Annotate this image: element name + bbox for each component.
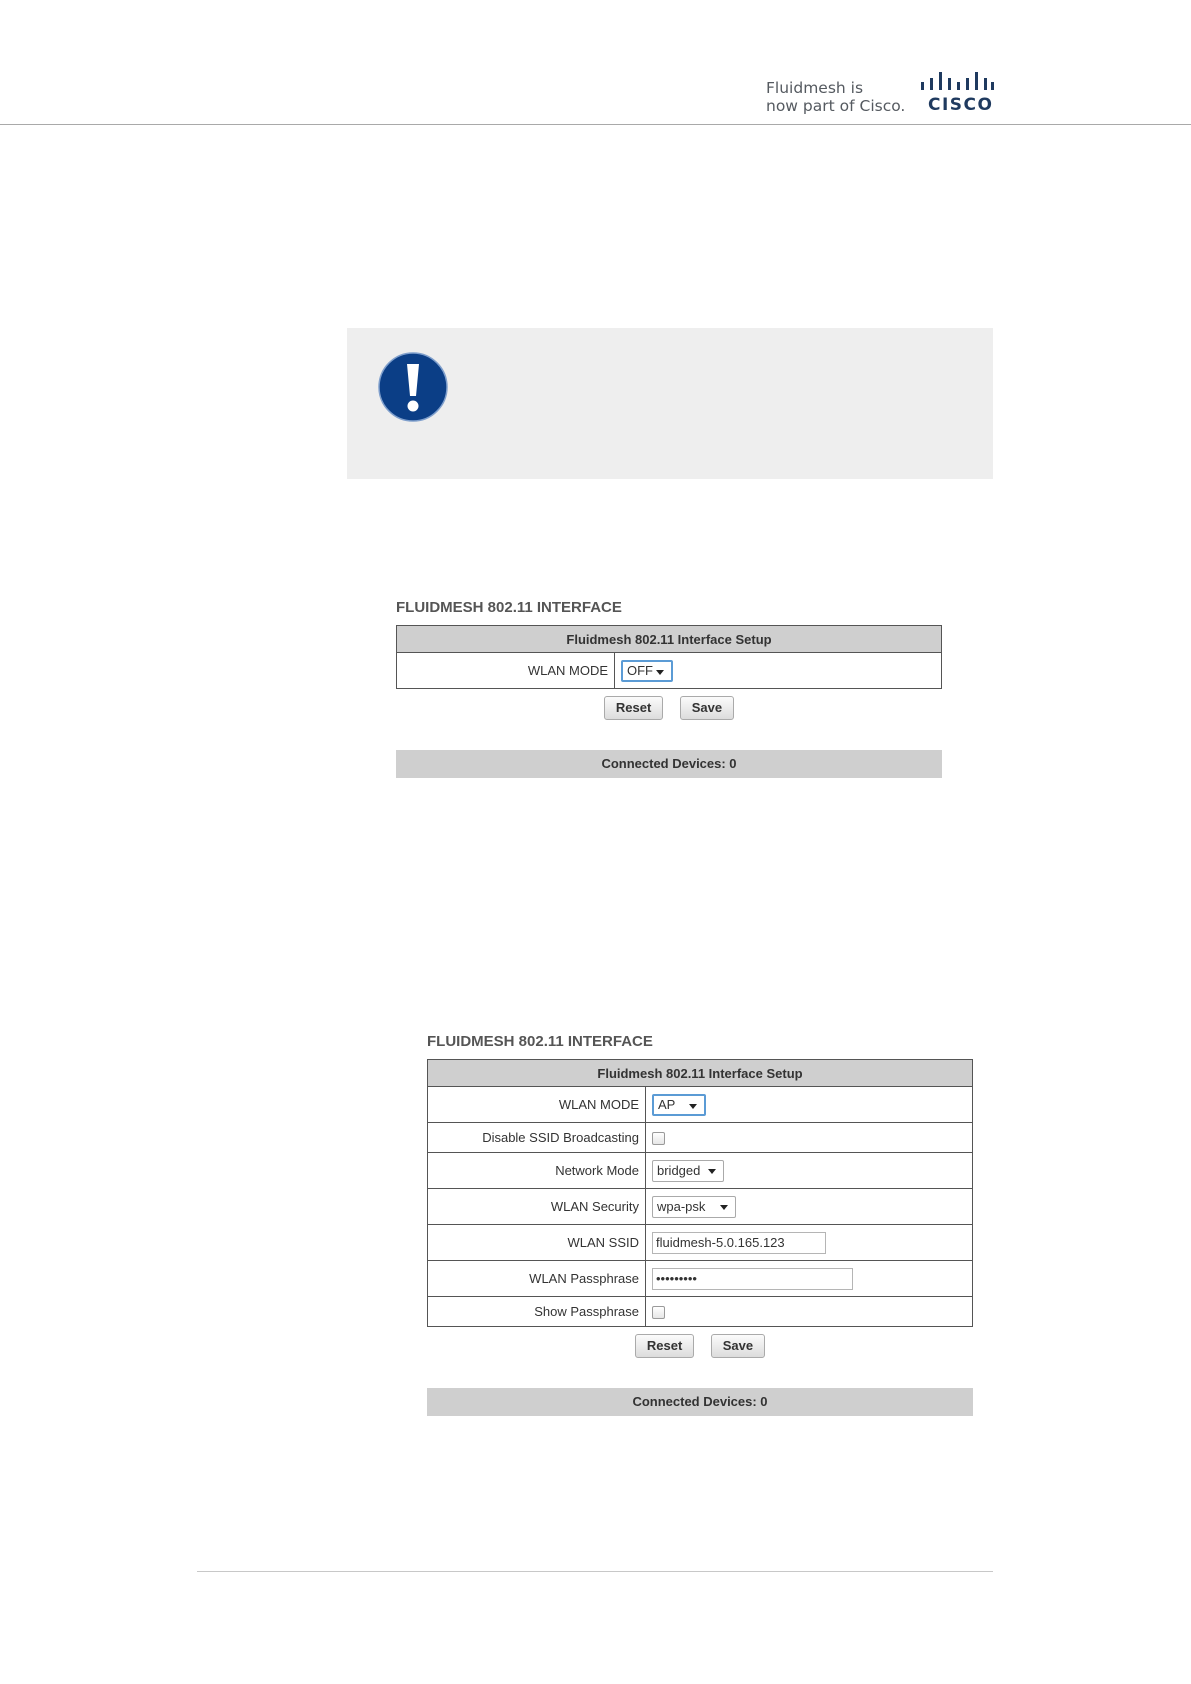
panel-title: FLUIDMESH 802.11 INTERFACE xyxy=(396,599,622,616)
wlan-security-label: WLAN Security xyxy=(428,1189,646,1225)
wlan-mode-label: WLAN MODE xyxy=(428,1087,646,1123)
network-mode-select[interactable] xyxy=(652,1160,724,1182)
chevron-down-icon xyxy=(720,1205,728,1210)
show-passphrase-label: Show Passphrase xyxy=(428,1297,646,1327)
wlan-passphrase-cell xyxy=(646,1261,973,1297)
wlan-ssid-input[interactable]: fluidmesh-5.0.165.123 xyxy=(652,1232,826,1254)
save-button[interactable]: Save xyxy=(711,1334,765,1358)
wlan-mode-select[interactable] xyxy=(652,1094,706,1116)
network-mode-cell xyxy=(646,1153,973,1189)
show-passphrase-checkbox[interactable] xyxy=(652,1306,665,1319)
wlan-mode-select[interactable] xyxy=(621,660,673,682)
exclamation-icon xyxy=(378,352,448,422)
disable-ssid-cell xyxy=(646,1123,973,1153)
chevron-down-icon xyxy=(708,1169,716,1174)
setup-table-header: Fluidmesh 802.11 Interface Setup xyxy=(428,1060,973,1087)
wlan-mode-value: OFF xyxy=(627,662,653,678)
interface-setup-table xyxy=(396,625,942,689)
header-tagline-line1: Fluidmesh is xyxy=(766,79,864,97)
cisco-wordmark: CISCO xyxy=(928,95,994,115)
wlan-security-select[interactable] xyxy=(652,1196,736,1218)
wlan-passphrase-input[interactable]: ••••••••• xyxy=(652,1268,853,1290)
reset-button[interactable]: Reset xyxy=(635,1334,694,1358)
wlan-ssid-label: WLAN SSID xyxy=(428,1225,646,1261)
chevron-down-icon xyxy=(656,670,664,675)
wlan-mode-cell xyxy=(615,653,942,689)
action-buttons xyxy=(396,696,942,722)
network-mode-value: bridged xyxy=(657,1162,701,1178)
footer-divider xyxy=(197,1571,993,1572)
wlan-mode-cell xyxy=(646,1087,973,1123)
show-passphrase-cell xyxy=(646,1297,973,1327)
save-button[interactable]: Save xyxy=(680,696,734,720)
wlan-mode-label: WLAN MODE xyxy=(397,653,615,689)
interface-setup-table xyxy=(427,1059,973,1327)
wlan-passphrase-label: WLAN Passphrase xyxy=(428,1261,646,1297)
action-buttons xyxy=(427,1334,973,1360)
important-callout xyxy=(347,328,993,479)
connected-devices-bar: Connected Devices: 0 xyxy=(396,750,942,778)
header-tagline xyxy=(766,79,905,115)
wlan-ssid-cell xyxy=(646,1225,973,1261)
connected-devices-bar: Connected Devices: 0 xyxy=(427,1388,973,1416)
disable-ssid-checkbox[interactable] xyxy=(652,1132,665,1145)
header-tagline-line2: now part of Cisco. xyxy=(766,97,906,115)
interface-panel-ap xyxy=(427,1033,973,1416)
panel-title: FLUIDMESH 802.11 INTERFACE xyxy=(427,1033,653,1050)
network-mode-label: Network Mode xyxy=(428,1153,646,1189)
wlan-security-value: wpa-psk xyxy=(657,1198,706,1214)
reset-button[interactable]: Reset xyxy=(604,696,663,720)
wlan-mode-value: AP xyxy=(658,1096,676,1112)
disable-ssid-label: Disable SSID Broadcasting xyxy=(428,1123,646,1153)
interface-panel-off xyxy=(396,599,942,778)
wlan-security-cell xyxy=(646,1189,973,1225)
header-divider xyxy=(0,124,1191,125)
chevron-down-icon xyxy=(689,1104,697,1109)
setup-table-header: Fluidmesh 802.11 Interface Setup xyxy=(397,626,942,653)
